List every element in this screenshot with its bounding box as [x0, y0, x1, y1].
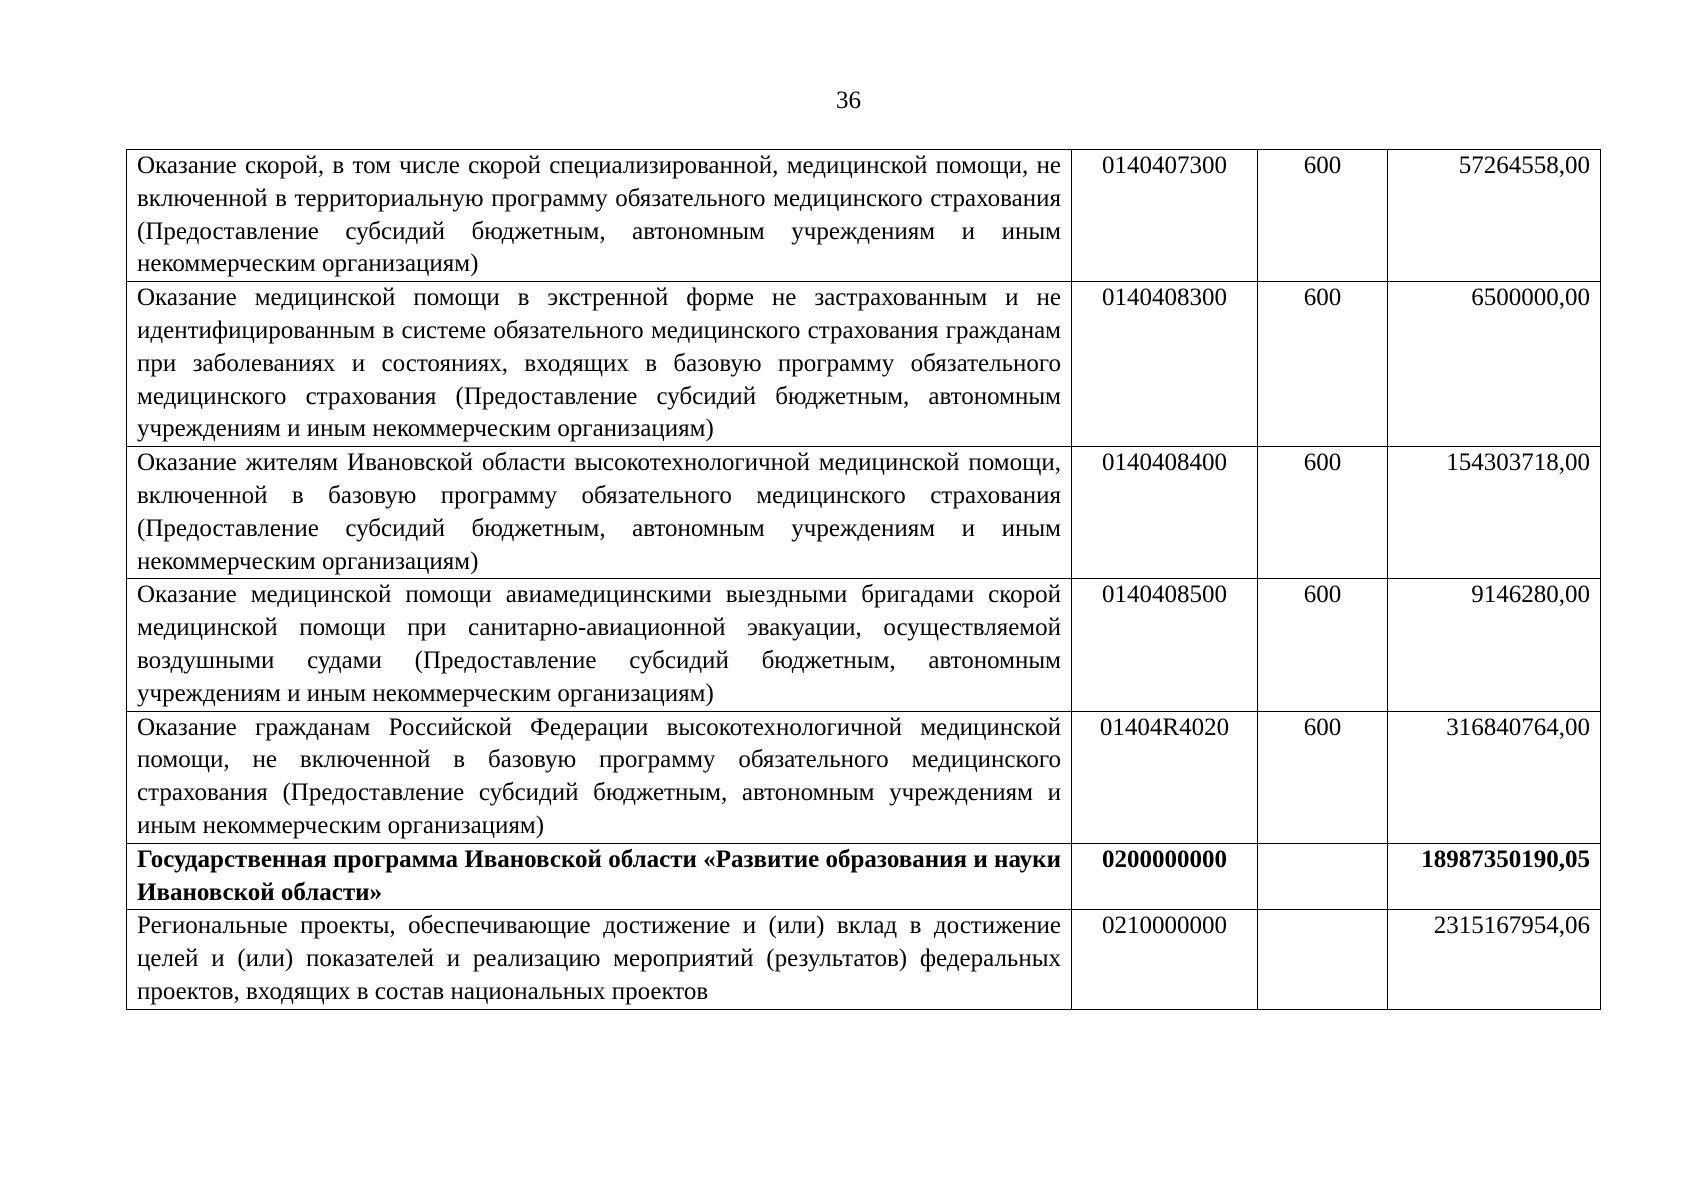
- table-row: [127, 579, 1601, 711]
- row-amount: 9146280,00: [1388, 579, 1601, 711]
- row-description: Оказание гражданам Российской Федерации высокотехнологичной медицинской помощи, не включенной в базовую программу обязательного медицинского страхования (Предоставление субсидий бюджетным, автономным учреждениям и иным некоммерческим организациям): [127, 711, 1072, 843]
- row-description: Оказание медицинской помощи авиамедицинскими выездными бригадами скорой медицинской помощи при санитарно-авиационной эвакуации, осуществляемой воздушными судами (Предоставление субсидий бюджетным, автономным учреждениям и иным некоммерческим организациям): [127, 579, 1072, 711]
- row-target-code: 0140407300: [1072, 150, 1258, 282]
- table-row: [127, 711, 1601, 843]
- table-row: [127, 447, 1601, 579]
- table-row: [127, 282, 1601, 447]
- row-target-code: 0200000000: [1072, 843, 1258, 910]
- row-target-code: 0140408300: [1072, 282, 1258, 447]
- row-expense-type: 600: [1258, 447, 1388, 579]
- row-amount: 2315167954,06: [1388, 910, 1601, 1009]
- row-description: Региональные проекты, обеспечивающие достижение и (или) вклад в достижение целей и (или) показателей и реализацию мероприятий (результатов) федеральных проектов, входящих в состав национальных проектов: [127, 910, 1072, 1009]
- table-row: [127, 150, 1601, 282]
- row-amount: 57264558,00: [1388, 150, 1601, 282]
- row-expense-type: 600: [1258, 711, 1388, 843]
- row-expense-type: [1258, 910, 1388, 1009]
- row-expense-type: [1258, 843, 1388, 910]
- table-row: [127, 910, 1601, 1009]
- row-expense-type: 600: [1258, 150, 1388, 282]
- row-amount: 6500000,00: [1388, 282, 1601, 447]
- row-target-code: 01404R4020: [1072, 711, 1258, 843]
- row-target-code: 0210000000: [1072, 910, 1258, 1009]
- row-expense-type: 600: [1258, 282, 1388, 447]
- row-target-code: 0140408400: [1072, 447, 1258, 579]
- row-amount: 18987350190,05: [1388, 843, 1601, 910]
- row-description: Оказание скорой, в том числе скорой специализированной, медицинской помощи, не включенной в территориальную программу обязательного медицинского страхования (Предоставление субсидий бюджетным, автономным учреждениям и иным некоммерческим организациям): [127, 150, 1072, 282]
- row-description: Оказание медицинской помощи в экстренной форме не застрахованным и не идентифицированным в системе обязательного медицинского страхования гражданам при заболеваниях и состояниях, входящих в базовую программу обязательного медицинского страхования (Предоставление субсидий бюджетным, автономным учреждениям и иным некоммерческим организациям): [127, 282, 1072, 447]
- row-expense-type: 600: [1258, 579, 1388, 711]
- table-row-program: [127, 843, 1601, 910]
- row-amount: 154303718,00: [1388, 447, 1601, 579]
- row-description: Оказание жителям Ивановской области высокотехнологичной медицинской помощи, включенной в базовую программу обязательного медицинского страхования (Предоставление субсидий бюджетным, автономным учреждениям и иным некоммерческим организациям): [127, 447, 1072, 579]
- row-amount: 316840764,00: [1388, 711, 1601, 843]
- budget-table: [126, 149, 1601, 1010]
- row-target-code: 0140408500: [1072, 579, 1258, 711]
- row-description: Государственная программа Ивановской области «Развитие образования и науки Ивановской области»: [127, 843, 1072, 910]
- page-number: 36: [836, 87, 861, 114]
